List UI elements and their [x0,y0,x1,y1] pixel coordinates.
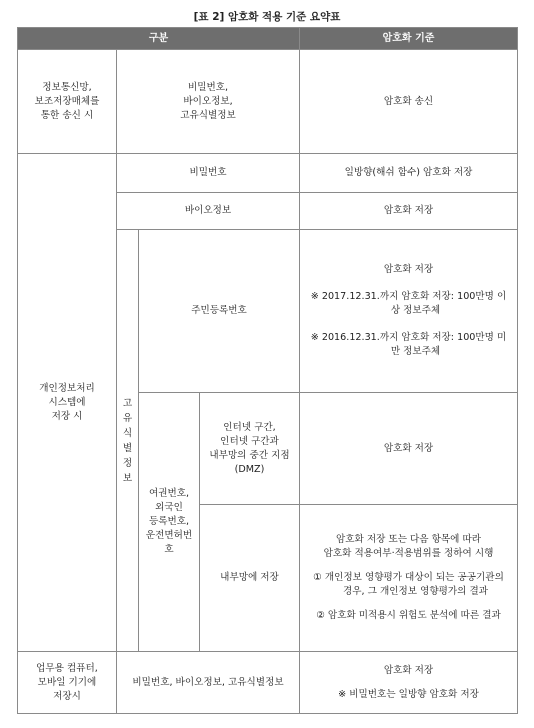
device-items: 비밀번호, 바이오정보, 고유식별정보 [117,652,300,714]
table-row-transmission [18,50,518,154]
table-row-device [18,652,518,714]
internet-label: 인터넷 구간, 인터넷 구간과 내부망의 중간 지점 (DMZ) [200,393,300,505]
device-label: 업무용 컴퓨터, 모바일 기기에 저장시 [18,652,117,714]
others-label: 여권번호, 외국인 등록번호, 운전면허번호 [139,393,200,652]
bio-label: 바이오정보 [117,193,300,230]
internal-criteria: 암호화 저장 또는 다음 항목에 따라 암호화 적용여부·적용범위를 정하여 시행 ① 개인정보 영향평가 대상이 되는 공공기관의 경우, 그 개인정보 영향평가의 결과 ② 암호화 미적용시 위험도 분석에 따른 결과 [300,505,518,652]
header-criteria: 암호화 기준 [300,28,518,50]
device-criteria: 암호화 저장 ※ 비밀번호는 일방향 암호화 저장 [300,652,518,714]
bio-criteria: 암호화 저장 [300,193,518,230]
transmission-items: 비밀번호, 바이오정보, 고유식별정보 [117,50,300,154]
internal-label: 내부망에 저장 [200,505,300,652]
transmission-criteria: 암호화 송신 [300,50,518,154]
unique-id-vertical-label: 고 유 식 별 정 보 [117,230,139,652]
password-criteria: 일방향(해쉬 함수) 암호화 저장 [300,154,518,193]
system-label: 개인정보처리 시스템에 저장 시 [18,154,117,652]
password-label: 비밀번호 [117,154,300,193]
header-row [18,28,518,50]
rrn-criteria: 암호화 저장 ※ 2017.12.31.까지 암호화 저장: 100만명 이상 정보주체 ※ 2016.12.31.까지 암호화 저장: 100만명 미만 정보주체 [300,230,518,393]
encryption-criteria-table [17,27,518,714]
table-caption: [표 2] 암호화 적용 기준 요약표 [193,11,341,23]
table-row-password [18,154,518,193]
internet-criteria: 암호화 저장 [300,393,518,505]
transmission-label: 정보통신망, 보조저장매체를 통한 송신 시 [18,50,117,154]
rrn-label: 주민등록번호 [139,230,300,393]
header-category: 구분 [18,28,300,50]
